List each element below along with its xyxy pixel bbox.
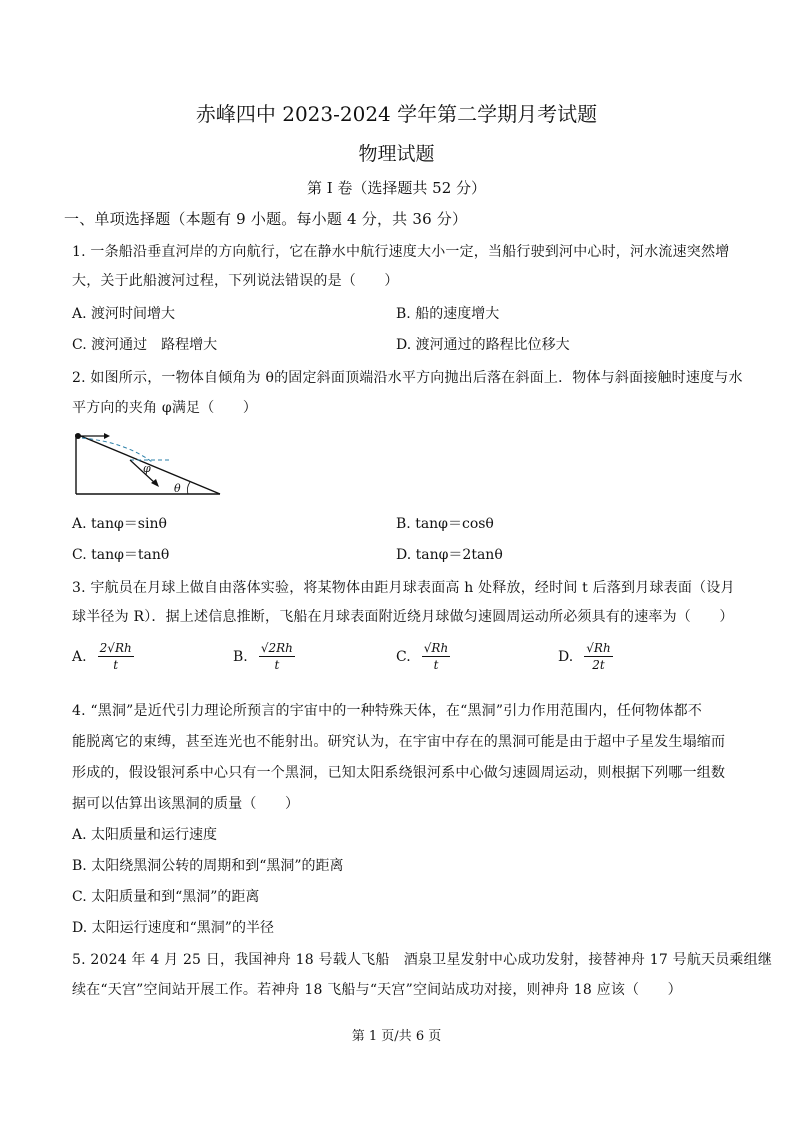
- exam-subtitle: 物理试题: [358, 143, 435, 165]
- q1-option-b[interactable]: B. 船的速度增大: [396, 306, 500, 322]
- q2-option-a[interactable]: A. tanφ＝sinθ: [72, 516, 167, 532]
- initial-velocity-arrowhead: [104, 433, 110, 439]
- q2-option-c[interactable]: C. tanφ＝tanθ: [72, 547, 170, 563]
- q4-stem-line4: 据可以估算出该黑洞的质量（ ）: [72, 796, 300, 812]
- q1-option-d[interactable]: D. 渡河通过的路程比位移大: [396, 337, 570, 353]
- q4-option-d[interactable]: D. 太阳运行速度和“黑洞”的半径: [72, 920, 274, 936]
- q3-stem-line1: 3. 宇航员在月球上做自由落体实验，将某物体由距月球表面高 h 处释放，经时间 t 后落到月球表面（设月: [72, 580, 735, 596]
- incline-figure: [70, 428, 230, 500]
- q3-option-c-label: C.: [396, 649, 411, 665]
- q3-option-c-numerator: √Rh: [423, 641, 449, 655]
- theta-label: θ: [174, 482, 181, 495]
- q3-option-b-denominator: t: [274, 658, 280, 672]
- theta-arc: [187, 482, 190, 494]
- q3-option-b-numerator: √2Rh: [260, 641, 293, 655]
- q3-stem-line2: 球半径为 R）．据上述信息推断，飞船在月球表面附近绕月球做匀速圆周运动所必须具有的速率为（ ）: [72, 609, 734, 625]
- volume-heading: 第 I 卷（选择题共 52 分）: [306, 179, 487, 197]
- q3-option-a-label: A.: [72, 649, 87, 665]
- q1-option-a[interactable]: A. 渡河时间增大: [72, 306, 176, 322]
- q5-stem-line1: 5. 2024 年 4 月 25 日，我国神舟 18 号载人飞船 酒泉卫星发射中心成功发射，接替神舟 17 号航天员乘组继: [72, 952, 773, 968]
- section-heading: 一、单项选择题（本题有 9 小题。每小题 4 分，共 36 分）: [64, 210, 468, 228]
- q2-stem-line1: 2. 如图所示，一物体自倾角为 θ的固定斜面顶端沿水平方向抛出后落在斜面上．物体与斜面接触时速度与水: [72, 370, 743, 386]
- q3-option-d[interactable]: [558, 641, 613, 672]
- q5-stem-line2: 续在“天宫”空间站开展工作。若神舟 18 飞船与“天宫”空间站成功对接，则神舟 18 应该（ ）: [72, 982, 682, 998]
- q3-option-d-fraction: [584, 641, 612, 672]
- phi-label: φ: [143, 462, 151, 475]
- q3-option-a-denominator: t: [113, 658, 119, 672]
- q3-option-d-denominator: 2t: [592, 658, 605, 672]
- q4-stem-line2: 能脱离它的束缚，甚至连光也不能射出。研究认为，在宇宙中存在的黑洞可能是由于超中子星发生塌缩而: [72, 734, 726, 750]
- q3-option-c-denominator: t: [433, 658, 439, 672]
- q3-option-c[interactable]: [396, 641, 450, 672]
- q3-option-b-fraction: [259, 641, 295, 672]
- q3-option-b-label: B.: [233, 649, 248, 665]
- q4-option-a[interactable]: A. 太阳质量和运行速度: [72, 827, 218, 843]
- q3-option-a[interactable]: [72, 641, 134, 672]
- q1-stem-line1: 1. 一条船沿垂直河岸的方向航行，它在静水中航行速度大小一定，当船行驶到河中心时，河水流速突然增: [72, 244, 730, 260]
- q1-stem-line2: 大，关于此船渡河过程，下列说法错误的是（ ）: [72, 273, 399, 289]
- q4-option-c[interactable]: C. 太阳质量和到“黑洞”的距离: [72, 889, 260, 905]
- q4-option-b[interactable]: B. 太阳绕黑洞公转的周期和到“黑洞”的距离: [72, 858, 344, 874]
- q3-option-c-fraction: [422, 641, 450, 672]
- q3-option-d-label: D.: [558, 649, 574, 665]
- q4-stem-line3: 形成的，假设银河系中心只有一个黑洞，已知太阳系绕银河系中心做匀速圆周运动，则根据下列哪一组数: [72, 765, 726, 781]
- q2-option-b[interactable]: B. tanφ＝cosθ: [396, 516, 494, 532]
- exam-title: 赤峰四中 2023-2024 学年第二学期月考试题: [195, 102, 598, 126]
- q2-stem-line2: 平方向的夹角 φ满足（ ）: [72, 400, 258, 416]
- q4-stem-line1: 4. “黑洞”是近代引力理论所预言的宇宙中的一种特殊天体，在“黑洞”引力作用范围内，任何物体都不: [72, 703, 703, 719]
- page-footer: 第 1 页/共 6 页: [351, 1029, 442, 1044]
- q3-option-b[interactable]: [233, 641, 295, 672]
- q3-option-a-fraction: [98, 641, 134, 672]
- q1-option-c[interactable]: C. 渡河通过 路程增大: [72, 337, 218, 353]
- q3-option-a-numerator: 2√Rh: [99, 641, 132, 655]
- q3-option-d-numerator: √Rh: [586, 641, 611, 655]
- q2-option-d[interactable]: D. tanφ＝2tanθ: [396, 547, 503, 563]
